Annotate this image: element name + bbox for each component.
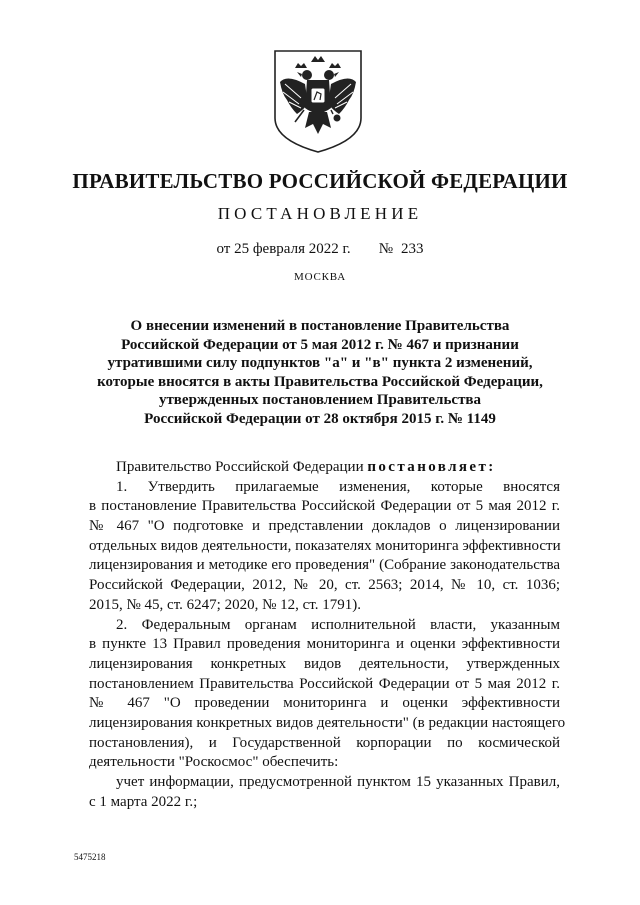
body-line: 2. Федеральным органам исполнительной власти, указанным [116, 616, 560, 633]
body-line: в пункте 13 Правил проведения мониторинга и оценки эффективности [89, 636, 560, 653]
document-date-line [0, 239, 640, 259]
body-line: в постановление Правительства Российской Федерации от 5 мая 2012 г. [89, 498, 560, 515]
subject-line: которые вносятся в акты Правительства Российской Федерации, [97, 373, 543, 390]
body-line: с 1 марта 2022 г.; [89, 793, 198, 810]
body-line: лицензирования конкретных видов деятельности" (в редакции настоящего [89, 714, 566, 731]
document-code: 5475218 [74, 852, 106, 862]
intro-prefix: Правительство Российской Федерации [116, 459, 368, 475]
body-line: отдельных видов деятельности, показателях мониторинга эффективности [89, 537, 561, 554]
document-type: ПОСТАНОВЛЕНИЕ [217, 204, 423, 223]
document-city: МОСКВА [294, 271, 346, 283]
subject-line: утвержденных постановлением Правительства [158, 392, 482, 409]
body-line: учет информации, предусмотренной пунктом 15 указанных Правил, [116, 774, 560, 790]
subject-line: О внесении изменений в постановление Правительства [130, 318, 510, 334]
body-line: Российской Федерации, 2012, № 20, ст. 2563; 2014, № 10, ст. 1036; [89, 577, 560, 594]
body-line: деятельности "Роскосмос" обеспечить: [89, 754, 339, 771]
body-line: № 467 "О подготовке и представлении докладов о лицензировании [89, 518, 560, 535]
subject-line: Российской Федерации от 5 мая 2012 г. № 467 и признании [121, 336, 519, 353]
decree-word: постановляет: [367, 459, 496, 475]
russian-coat-of-arms-icon [271, 48, 365, 154]
document-subject [70, 317, 570, 429]
subject-line: утратившими силу подпунктов "а" и "в" пункта 2 изменений, [107, 355, 533, 372]
number-sign: № [378, 241, 393, 257]
government-title: ПРАВИТЕЛЬСТВО РОССИЙСКОЙ ФЕДЕРАЦИИ [72, 169, 568, 193]
body-line: постановлением Правительства Российской Федерации от 5 мая 2012 г. [89, 675, 560, 692]
intro-line [89, 458, 560, 478]
body-line: 1. Утвердить прилагаемые изменения, которые вносятся [116, 478, 560, 495]
document-body [89, 458, 566, 812]
document-date: от 25 февраля 2022 г. [216, 241, 351, 257]
body-line: лицензирования и методике его проведения" (Собрание законодательства [89, 557, 560, 574]
document-number: 233 [401, 241, 424, 257]
subject-line: Российской Федерации от 28 октября 2015 г. № 1149 [144, 410, 496, 427]
body-line: 2015, № 45, ст. 6247; 2020, № 12, ст. 1791). [89, 596, 361, 613]
body-line: лицензирования конкретных видов деятельности, утвержденных [89, 655, 560, 672]
body-line: № 467 "О проведении мониторинга и оценки эффективности [89, 695, 560, 712]
body-line: постановления), и Государственной корпорации по космической [89, 734, 560, 751]
